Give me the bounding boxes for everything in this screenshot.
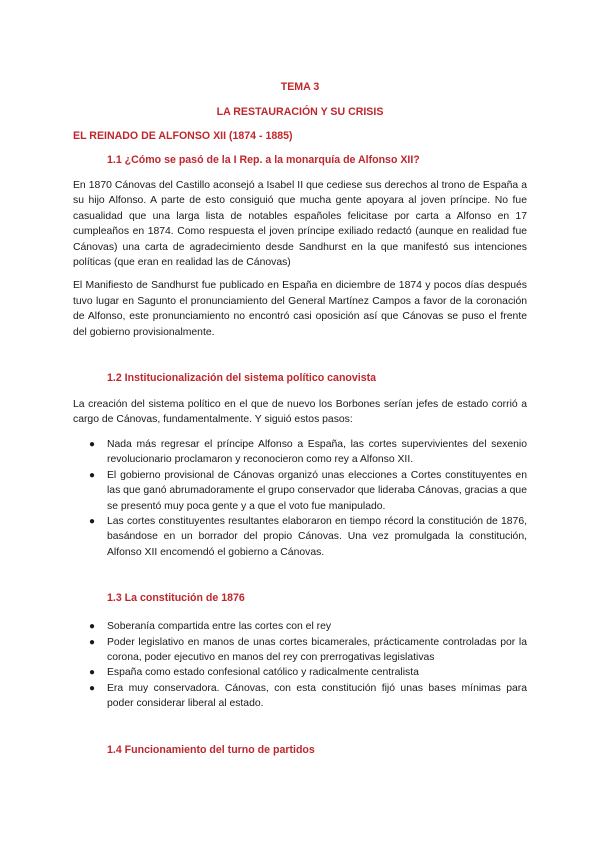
bullet-icon: ● (89, 636, 96, 648)
paragraph-system-intro: La creación del sistema político en el que de nuevo los Borbones serían jefes de estado corrió a cargo de Cánovas, fundamentalmente. Y siguió estos pasos: (73, 399, 527, 426)
section-heading-1-2: 1.2 Institucionalización del sistema político canovista (107, 372, 377, 385)
section-heading-1-3: 1.3 La constitución de 1876 (107, 592, 245, 605)
bullet-icon: ● (89, 469, 96, 481)
constitution-list (73, 619, 527, 711)
bullet-icon: ● (89, 682, 96, 694)
reign-heading: EL REINADO DE ALFONSO XII (1874 - 1885) (73, 130, 293, 142)
list-item: ● Poder legislativo en manos de unas cortes bicamerales, prácticamente controladas por la corona, poder ejecutivo en manos del rey con prerrogativas legislativas (89, 636, 527, 663)
tema-label: TEMA 3 (280, 81, 320, 93)
list-item: ● Las cortes constituyentes resultantes elaboraron en tiempo récord la constitución de 1876, basándose en un borrador del propio Cánovas. Una vez promulgada la constitución, Alfonso XII encomendó el gobierno a Cánovas. (89, 515, 527, 558)
paragraph-sandhurst-manifesto: El Manifiesto de Sandhurst fue publicado en España en diciembre de 1874 y pocos días después tuvo lugar en Sagunto el pronunciamiento del General Martínez Campos a favor de la coronación de Alfonso, este pronunciamiento no encontró casi oposición así que Cánovas se puso el frente del gobierno provisionalmente. (73, 280, 527, 338)
bullet-icon: ● (89, 667, 96, 679)
list-item: ● El gobierno provisional de Cánovas organizó unas elecciones a Cortes constituyentes en las que ganó abrumadoramente el grupo conservador que lideraba Cánovas, gracias a que se presentó muy poca gente y a que el voto fue manipulado. (89, 469, 527, 512)
bullet-icon: ● (89, 515, 96, 527)
list-item: ● Nada más regresar el príncipe Alfonso a España, las cortes supervivientes del sexenio revolucionario proclamaron y reconocieron como rey a Alfonso XII. (89, 438, 527, 466)
document-page (73, 80, 527, 759)
list-item: ● Era muy conservadora. Cánovas, con esta constitución fijó unas bases mínimas para poder considerar liberal al estado. (89, 682, 527, 710)
list-item: ● España como estado confesional católico y radicalmente centralista (73, 665, 527, 680)
bullet-icon: ● (89, 621, 96, 633)
paragraph-canovas-intro: En 1870 Cánovas del Castillo aconsejó a Isabel II que cediese sus derechos al trono de España a su hijo Alfonso. A parte de esto consiguió que mucha gente apoyara al joven príncipe. No fue casualidad que una larga lista de notables españoles felicitase por carta a Alfonso en 17 cumpleaños en 1874. Como respuesta el joven príncipe exiliado redactó (aunque en realidad fue Cánovas) una carta de agradecimiento desde Sandhurst en la que manifestó sus intenciones políticas (que eran en realidad las de Cánovas) (73, 180, 527, 269)
steps-list (73, 437, 527, 560)
bullet-icon: ● (89, 438, 96, 450)
section-heading-1-1: 1.1 ¿Cómo se pasó de la I Rep. a la monarquía de Alfonso XII? (107, 154, 420, 166)
section-heading-1-4: 1.4 Funcionamiento del turno de partidos (107, 743, 315, 756)
list-item: ● Soberanía compartida entre las cortes con el rey (73, 619, 527, 634)
document-title: LA RESTAURACIÓN Y SU CRISIS (216, 106, 384, 118)
